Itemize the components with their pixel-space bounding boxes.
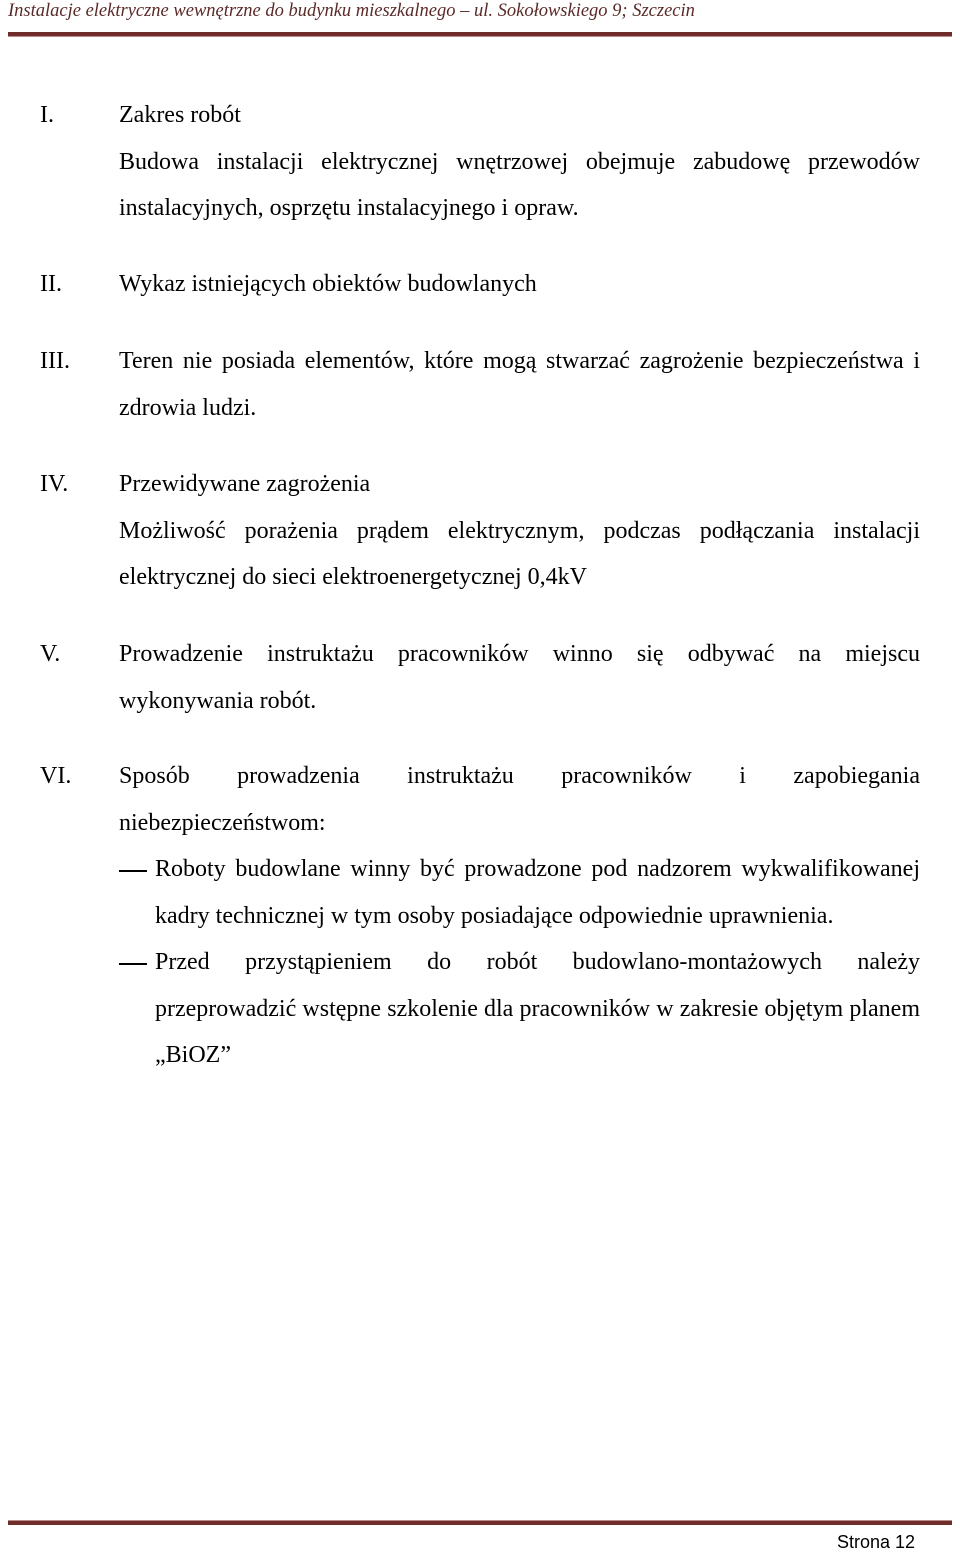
section-text: Możliwość porażenia prądem elektrycznym, podczas podłączania instalacji elektrycznej do sieci elektroenergetycznej 0,4kV — [119, 517, 920, 590]
section-5 — [40, 631, 920, 724]
list-item-text: Przed przystąpieniem do robót budowlano-montażowych należy przeprowadzić wstępne szkolenie dla pracowników w zakresie objętym planem „BiOZ” — [155, 949, 920, 1068]
section-title: Prowadzenie instruktażu pracowników winno się odbywać na miejscu wykonywania robót. — [119, 641, 920, 714]
dash-bullet-icon — [119, 870, 147, 872]
section-number: II. — [40, 271, 62, 297]
section-2 — [40, 261, 920, 308]
running-header: Instalacje elektryczne wewnętrzne do budynku mieszkalnego – ul. Sokołowskiego 9; Szczecin — [8, 1, 695, 21]
section-6 — [40, 753, 920, 1079]
section-4 — [40, 461, 920, 601]
section-text: Budowa instalacji elektrycznej wnętrzowej obejmuje zabudowę przewodów instalacyjnych, osprzętu instalacyjnego i opraw. — [119, 148, 920, 221]
section-title: Sposób prowadzenia instruktażu pracowników i zapobiegania niebezpieczeństwom: — [119, 763, 920, 836]
section-title: Przewidywane zagrożenia — [119, 471, 371, 497]
section-title: Teren nie posiada elementów, które mogą stwarzać zagrożenie bezpieczeństwa i zdrowia ludzi. — [119, 348, 920, 421]
list-item — [119, 939, 920, 1079]
section-number: VI. — [40, 763, 72, 789]
section-number: IV. — [40, 471, 69, 497]
section-number: I. — [40, 102, 54, 128]
section-3 — [40, 338, 920, 431]
header-divider — [8, 32, 952, 37]
list-item-text: Roboty budowlane winny być prowadzone pod nadzorem wykwalifikowanej kadry technicznej w tym osoby posiadające odpowiednie uprawnienia. — [155, 856, 920, 929]
list-item — [119, 846, 920, 939]
section-number: V. — [40, 641, 61, 667]
page-number: Strona 12 — [836, 1532, 915, 1552]
section-title: Wykaz istniejących obiektów budowlanych — [119, 271, 537, 297]
section-title: Zakres robót — [119, 102, 241, 128]
bullet-list — [119, 846, 920, 1079]
section-number: III. — [40, 348, 70, 374]
dash-bullet-icon — [119, 963, 147, 965]
section-1 — [40, 92, 920, 232]
footer-divider — [8, 1520, 952, 1525]
